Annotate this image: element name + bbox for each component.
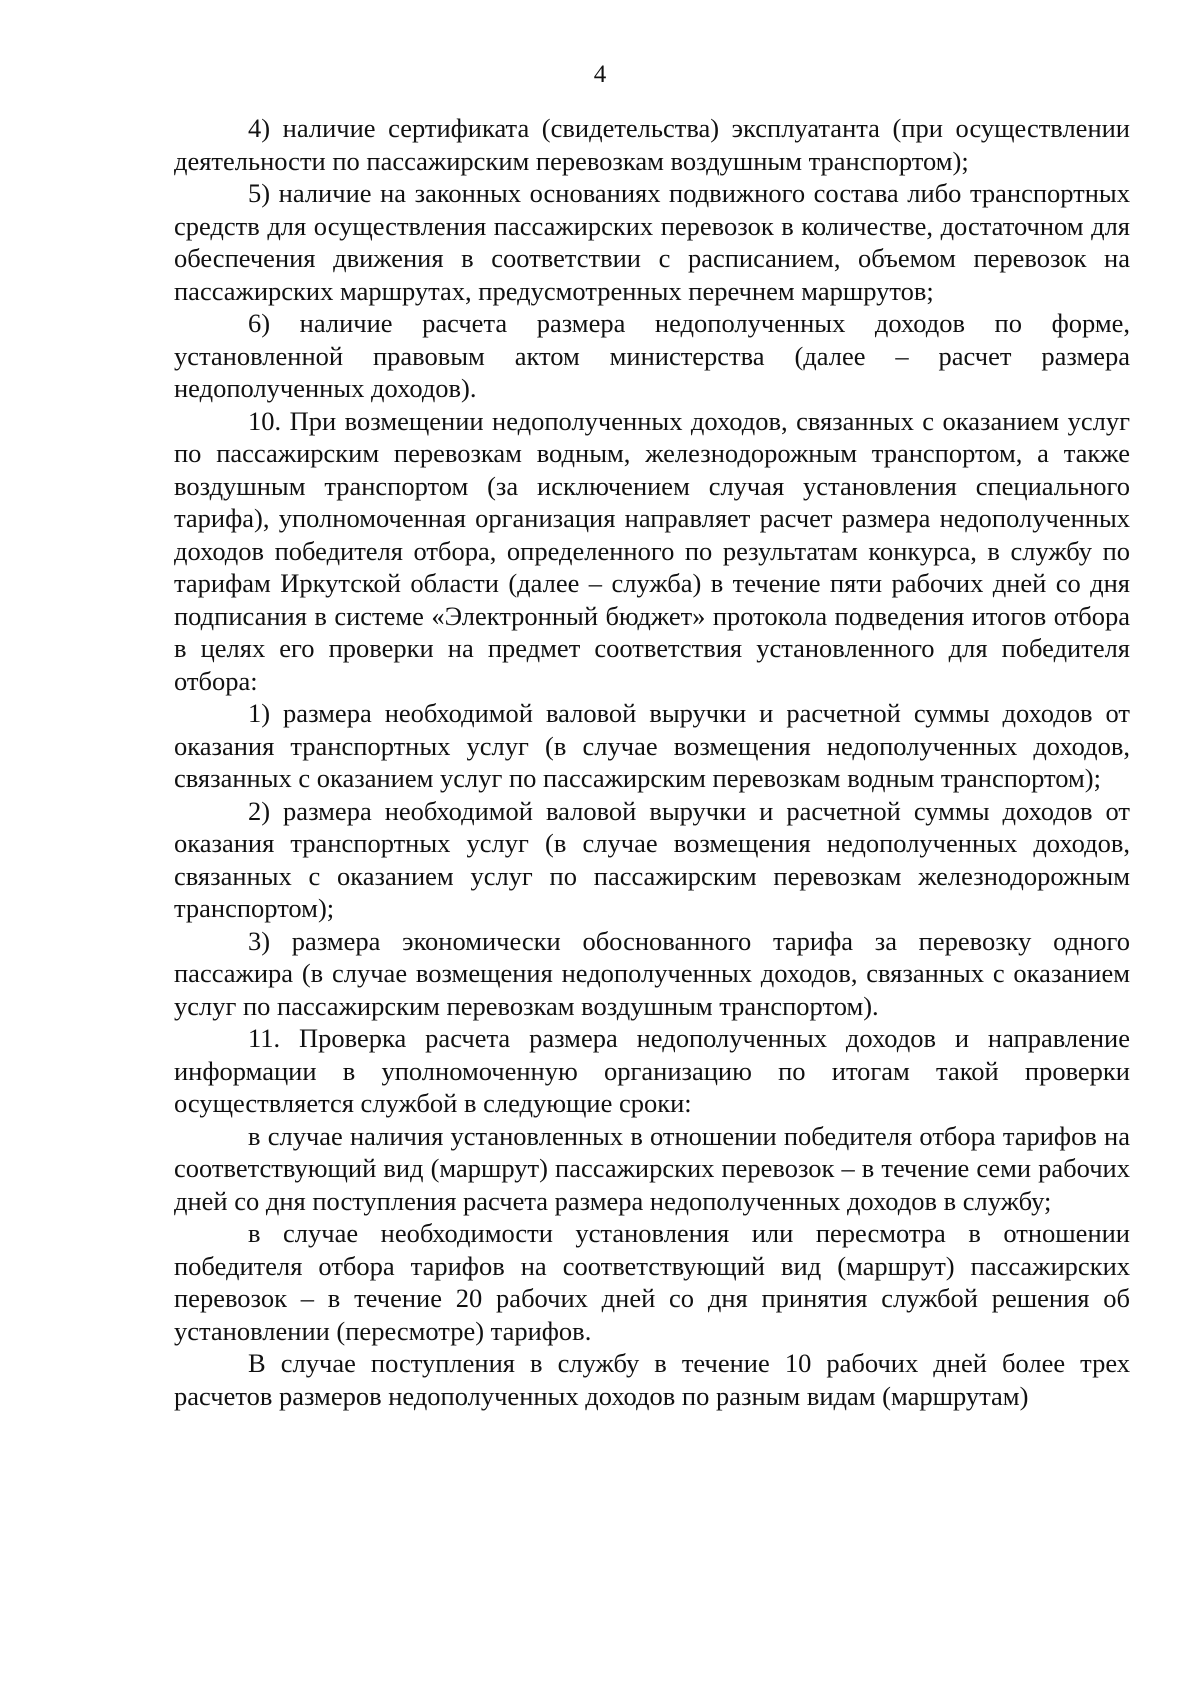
paragraph-more-than-three-calculations: В случае поступления в службу в течение 10 рабочих дней более трех расчетов размеров недополученных доходов по разным видам (маршрутам) (174, 1348, 1130, 1411)
paragraph-clause-10: 10. При возмещении недополученных доходов, связанных с оказанием услуг по пассажирским перевозкам водным, железнодорожным транспортом, а также воздушным транспортом (за исключением случая установления специального тарифа), уполномоченная организация направляет расчет размера недополученных доходов победителя отбора, определенного по результатам конкурса, в службу по тарифам Иркутской области (далее – служба) в течение пяти рабочих дней со дня подписания в системе «Электронный бюджет» протокола подведения итогов отбора в целях его проверки на предмет соответствия установленного для победителя отбора: (174, 405, 1130, 696)
paragraph-item-6: 6) наличие расчета размера недополученных доходов по форме, установленной правовым актом министерства (далее – расчет размера недополученных доходов). (174, 308, 1130, 403)
paragraph-term-tariffs-revision: в случае необходимости установления или пересмотра в отношении победителя отбора тарифов на соответствующий вид (маршрут) пассажирских перевозок – в течение 20 рабочих дней со дня принятия службой решения об установлении (пересмотре) тарифов. (174, 1218, 1130, 1346)
paragraph-subitem-3: 3) размера экономически обоснованного тарифа за перевозку одного пассажира (в случае возмещения недополученных доходов, связанных с оказанием услуг по пассажирским перевозкам воздушным транспортом). (174, 925, 1130, 1021)
page-number: 4 (593, 61, 607, 88)
paragraph-subitem-1: 1) размера необходимой валовой выручки и расчетной суммы доходов от оказания транспортных услуг (в случае возмещения недополученных доходов, связанных с оказанием услуг по пассажирским перевозкам водным транспортом); (174, 698, 1130, 793)
paragraph-item-4: 4) наличие сертификата (свидетельства) эксплуатанта (при осуществлении деятельности по пассажирским перевозкам воздушным транспортом); (174, 113, 1130, 176)
paragraph-term-tariffs-set: в случае наличия установленных в отношении победителя отбора тарифов на соответствующий вид (маршрут) пассажирских перевозок – в течение семи рабочих дней со дня поступления расчета размера недополученных доходов в службу; (174, 1120, 1130, 1216)
paragraph-subitem-2: 2) размера необходимой валовой выручки и расчетной суммы доходов от оказания транспортных услуг (в случае возмещения недополученных доходов, связанных с оказанием услуг по пассажирским перевозкам железнодорожным транспортом); (174, 795, 1130, 923)
paragraph-clause-11: 11. Проверка расчета размера недополученных доходов и направление информации в уполномоченную организацию по итогам такой проверки осуществляется службой в следующие сроки: (174, 1023, 1130, 1118)
paragraph-item-5: 5) наличие на законных основаниях подвижного состава либо транспортных средств для осуществления пассажирских перевозок в количестве, достаточном для обеспечения движения в соответствии с расписанием, объемом перевозок на пассажирских маршрутах, предусмотренных перечнем маршрутов; (174, 178, 1130, 306)
document-body (174, 112, 1130, 1412)
